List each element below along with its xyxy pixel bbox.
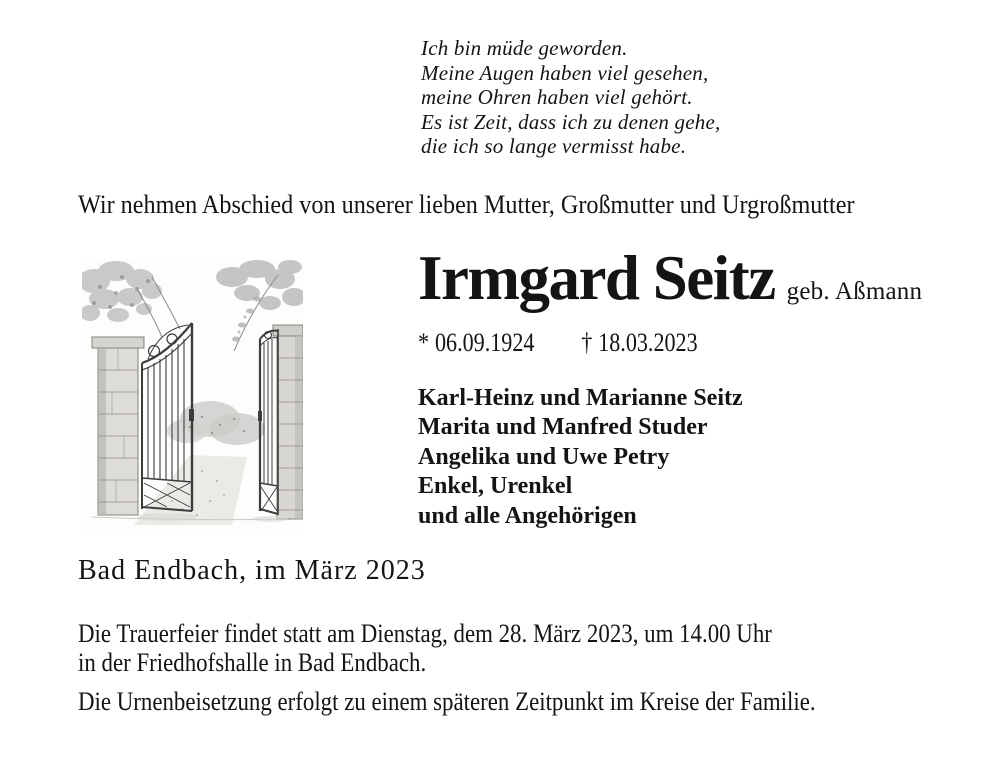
mourner-line: Enkel, Urenkel [418,473,573,500]
mourner-line: Marita und Manfred Studer [418,414,708,441]
funeral-info-line: in der Friedhofshalle in Bad Endbach. [78,647,427,677]
poem-line: die ich so lange vermisst habe. [421,134,687,158]
place-date-line: Bad Endbach, im März 2023 [78,555,426,586]
left-stone-pillar [92,337,144,515]
mourner-line: Karl-Heinz und Marianne Seitz [418,385,743,411]
mourners-list [418,384,743,531]
death-cross-symbol: † [581,328,593,357]
urn-info-line: Die Urnenbeisetzung erfolgt zu einem späteren Zeitpunkt im Kreise der Familie. [78,687,816,716]
death-date: 18.03.2023 [598,328,698,357]
mourner-line: Angelika und Uwe Petry [418,443,670,470]
poem-line: Ich bin müde geworden. [421,36,628,60]
poem-line: Es ist Zeit, dass ich zu denen gehe, [421,109,721,134]
poem-line: Meine Augen haben viel gesehen, [421,60,709,85]
birth-star-symbol: * [418,328,430,357]
gate-shadow-right [252,516,288,522]
funeral-info [78,620,772,677]
gate-etching-svg [82,259,303,530]
death-date-group [581,328,697,357]
memorial-poem [421,36,720,159]
farewell-intro: Wir nehmen Abschied von unserer lieben Mutter, Großmutter und Urgroßmutter [78,190,855,219]
mourner-line: und alle Angehörigen [418,502,637,529]
maiden-name: geb. Aßmann [786,278,923,305]
gate-shadow-left [137,513,197,521]
life-dates [418,330,698,356]
birth-date-group [418,328,534,357]
deceased-name-row [418,243,923,313]
poem-line: meine Ohren haben viel gehört. [421,85,693,109]
funeral-info-line: Die Trauerfeier findet statt am Dienstag, dem 28. März 2023, um 14.00 Uhr [78,619,772,648]
open-garden-gate-image [82,259,303,530]
birth-date: 06.09.1924 [435,328,535,357]
deceased-name: Irmgard Seitz [418,243,775,313]
